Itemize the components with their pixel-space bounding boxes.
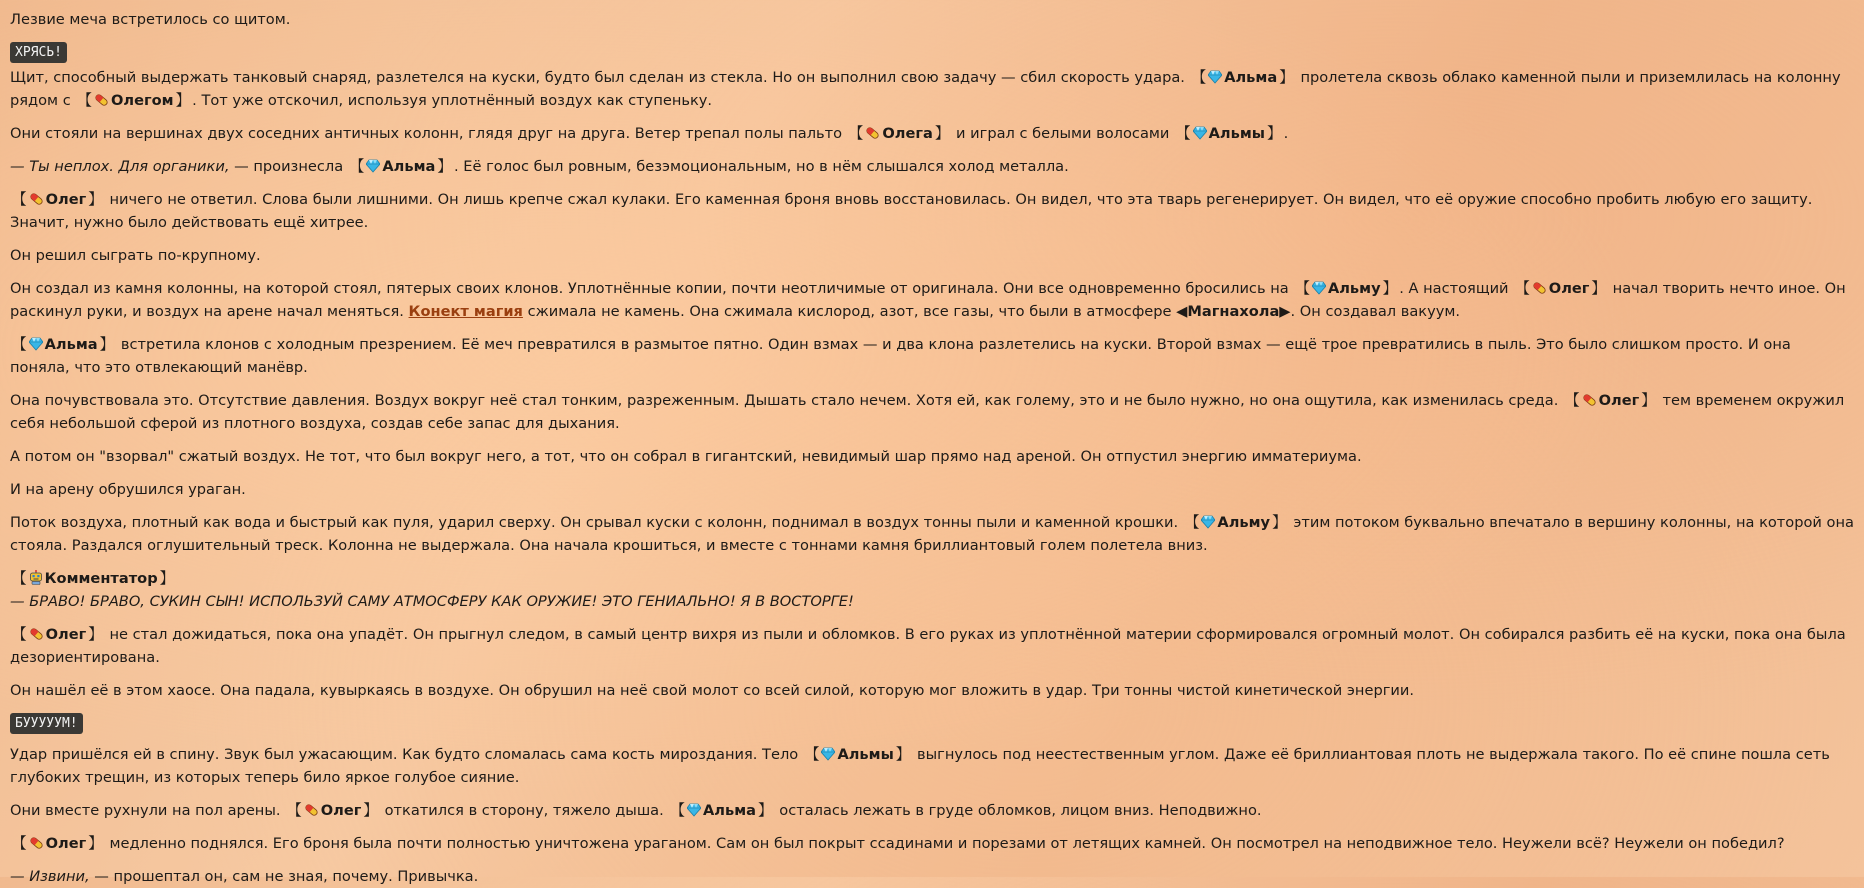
character-tag-oleg: 【 Олег 】 <box>1564 392 1656 409</box>
diamond-icon <box>1208 70 1222 84</box>
character-tag-alma: 【 Альму 】 <box>1184 514 1287 531</box>
pill-icon <box>29 836 44 850</box>
paragraph: Удар пришёлся ей в спину. Звук был ужасающим. Как будто сломалась сама кость мироздания. Тело 【 Альмы 】 выгнулось под неестественным углом. Даже её бриллиантовая плоть не выдержала такого. По её спине пошла сеть глубоких трещин, из которых теперь било яркое голубое сияние. <box>10 746 1830 786</box>
character-tag-oleg: 【 Олег 】 <box>12 191 103 208</box>
sfx-label: БУУУУУМ! <box>10 713 83 734</box>
character-tag-alma: 【 Альма 】 <box>349 158 452 175</box>
sound-effect-badge <box>10 712 1854 737</box>
character-tag-oleg: 【 Олег 】 <box>287 802 378 819</box>
character-tag-alma: 【 Альма 】 <box>670 802 773 819</box>
diamond-icon <box>29 337 43 351</box>
diamond-icon <box>366 159 380 173</box>
paragraph: И на арену обрушился ураган. <box>10 481 246 498</box>
text: Лезвие меча встретилось со щитом. <box>10 11 291 28</box>
character-tag-alma: 【 Альмы 】 <box>1176 125 1282 142</box>
paragraph: Они стояли на вершинах двух соседних античных колонн, глядя друг на друга. Ветер трепал полы пальто 【 Олега 】 и играл с белыми волосами 【 Альмы 】 . <box>10 125 1289 142</box>
paragraph: 【 Олег 】 ничего не ответил. Слова были лишними. Он лишь крепче сжал кулаки. Его каменная броня вновь восстановилась. Он видел, что эта тварь регенерирует. Он видел, что её оружие способно пробить любую его защиту. Значит, нужно было действовать ещё хитрее. <box>10 191 1813 231</box>
sound-effect-badge <box>10 41 1854 66</box>
paragraph: 【 Альма 】 встретила клонов с холодным презрением. Её меч превратился в размытое пятно. Один взмах — и два клона разлетелись на куски. Второй взмах — ещё трое превратились в пыль. Это было слишком просто. И она поняла, что это отвлекающий манёвр. <box>10 336 1791 376</box>
pill-icon <box>94 93 109 107</box>
paragraph: Он создал из камня колонны, на которой стоял, пятерых своих клонов. Уплотнённые копии, почти неотличимые от оригинала. Они все одновременно бросились на 【 Альму 】 . А настоящий 【 Олег 】 начал творить нечто иное. Он раскинул руки, и воздух на арене начал меняться. Конект магия сжимала не камень. Она сжимала кислород, азот, все газы, что были в атмосфере ◀Магнахола▶. Он создавал вакуум. <box>10 280 1846 320</box>
character-tag-oleg: 【 Олег 】 <box>12 626 103 643</box>
diamond-icon <box>1193 126 1207 140</box>
character-tag-oleg: 【 Олег 】 <box>1515 280 1607 297</box>
diamond-icon <box>687 803 701 817</box>
character-tag-oleg: 【 Олегом 】 <box>77 92 191 109</box>
paragraph: — Ты неплох. Для органики, — произнесла 【 Альма 】 . Её голос был ровным, безэмоциональным, но в нём слышался холод металла. <box>10 158 1069 175</box>
character-tag-commentator: 【 Комментатор 】 <box>12 570 175 587</box>
paragraph: Он нашёл её в этом хаосе. Она падала, кувыркаясь в воздухе. Он обрушил на неё свой молот со всей силой, которую мог вложить в удар. Три тонны чистой кинетической энергии. <box>10 682 1414 699</box>
paragraph <box>10 567 1854 590</box>
paragraph: Она почувствовала это. Отсутствие давления. Воздух вокруг неё стал тонким, разреженным. Дышать стало нечем. Хотя ей, как голему, это и не было нужно, но она ощутила, как изменилась среда. 【 Олег 】 тем временем окружил себя небольшой сферой из плотного воздуха, создав себе запас для дыхания. <box>10 392 1845 432</box>
pill-icon <box>29 627 44 641</box>
paragraph: 【 Олег 】 медленно поднялся. Его броня была почти полностью уничтожена ураганом. Сам он был покрыт ссадинами и порезами от летящих камней. Он посмотрел на неподвижное тело. Неужели всё? Неужели он победил? <box>12 835 1785 852</box>
paragraph: Поток воздуха, плотный как вода и быстрый как пуля, ударил сверху. Он срывал куски с колонн, поднимал в воздух тонны пыли и каменной крошки. 【 Альму 】 этим потоком буквально впечатало в вершину колонны, на которой она стояла. Раздался оглушительный треск. Колонна не выдержала. Она начала крошиться, и вместе с тоннами камня бриллиантовый голем полетела вниз. <box>10 514 1854 554</box>
paragraph <box>10 8 1854 31</box>
character-tag-alma: 【 Альма 】 <box>12 336 115 353</box>
character-tag-alma: 【 Альма 】 <box>1191 69 1294 86</box>
character-tag-alma: 【 Альмы 】 <box>804 746 911 763</box>
robot-icon <box>29 570 43 585</box>
pill-icon <box>29 192 44 206</box>
diamond-icon <box>1201 515 1215 529</box>
character-tag-oleg: 【 Олега 】 <box>848 125 950 142</box>
konekt-magic-link[interactable]: Конект магия <box>408 303 523 320</box>
diamond-icon <box>821 747 835 761</box>
diamond-icon <box>1312 281 1326 295</box>
character-tag-alma: 【 Альму 】 <box>1295 280 1398 297</box>
pill-icon <box>865 126 880 140</box>
paragraph: — Извини, — прошептал он, сам не зная, почему. Привычка. <box>10 868 479 885</box>
paragraph: Он решил сыграть по-крупному. <box>10 247 261 264</box>
paragraph: Щит, способный выдержать танковый снаряд, разлетелся на куски, будто был сделан из стекла. Но он выполнил свою задачу — сбил скорость удара. 【 Альма 】 пролетела сквозь облако каменной пыли и приземлилась на колонну рядом с 【 Олегом 】 . Тот уже отскочил, используя уплотнённый воздух как ступеньку. <box>10 69 1841 109</box>
sfx-label: ХРЯСЬ! <box>10 42 67 63</box>
location-name: ◀Магнахола▶ <box>1176 303 1291 320</box>
pill-icon <box>1582 393 1597 407</box>
paragraph: 【 Олег 】 не стал дожидаться, пока она упадёт. Он прыгнул следом, в самый центр вихря из пыли и обломков. В его руках из уплотнённой материи сформировался огромный молот. Он собирался разбить её на куски, пока она была дезориентирована. <box>10 626 1846 666</box>
pill-icon <box>1532 281 1547 295</box>
paragraph: Они вместе рухнули на пол арены. 【 Олег 】 откатился в сторону, тяжело дыша. 【 Альма 】 осталась лежать в груде обломков, лицом вниз. Неподвижно. <box>10 802 1262 819</box>
paragraph: — БРАВО! БРАВО, СУКИН СЫН! ИСПОЛЬЗУЙ САМУ АТМОСФЕРУ КАК ОРУЖИЕ! ЭТО ГЕНИАЛЬНО! Я В ВОСТОРГЕ! <box>10 593 854 610</box>
character-tag-oleg: 【 Олег 】 <box>12 835 103 852</box>
pill-icon <box>304 803 319 817</box>
paragraph: А потом он "взорвал" сжатый воздух. Не тот, что был вокруг него, а тот, что он собрал в гигантский, невидимый шар прямо над ареной. Он отпустил энергию имматериума. <box>10 448 1362 465</box>
